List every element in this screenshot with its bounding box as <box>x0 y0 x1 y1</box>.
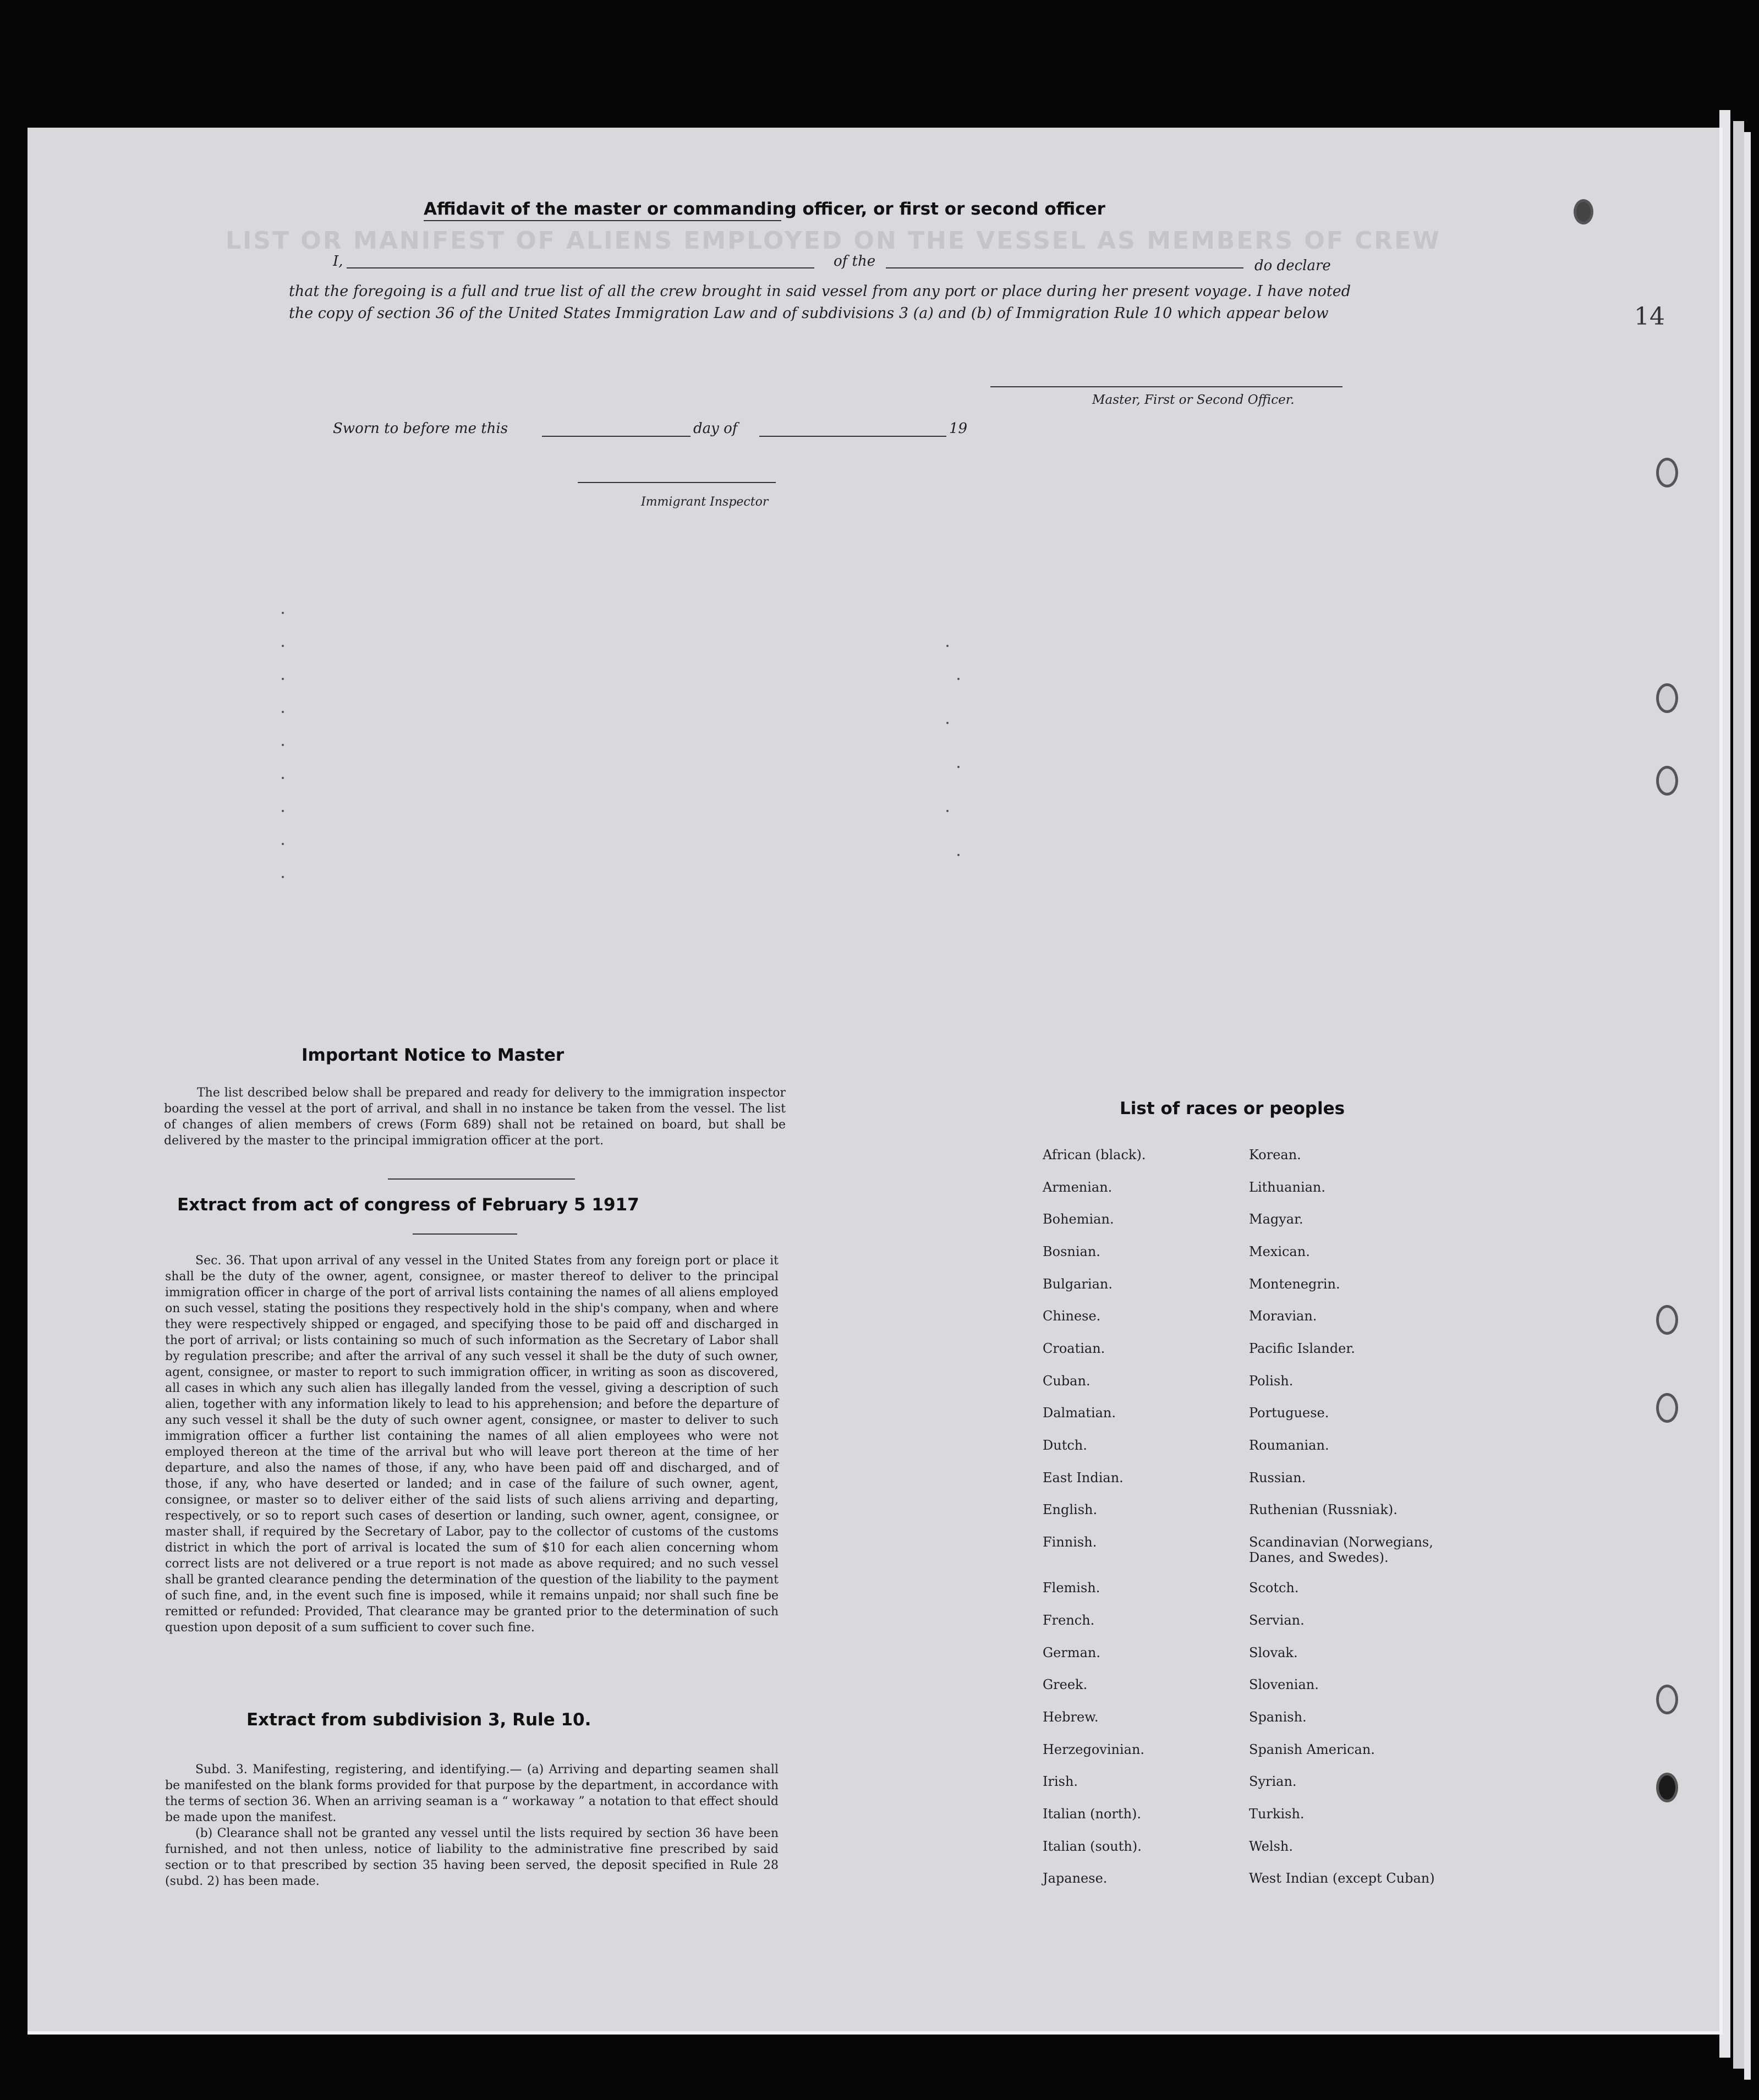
race-item: Roumanian. <box>1249 1438 1329 1453</box>
race-item: Italian (north). <box>1043 1806 1142 1822</box>
race-item: Flemish. <box>1043 1580 1100 1595</box>
race-item: Portuguese. <box>1249 1405 1329 1421</box>
race-item: Mexican. <box>1249 1244 1310 1259</box>
dot <box>946 645 949 647</box>
notice-body <box>164 1085 786 1149</box>
bleed-through-heading: LIST OR MANIFEST OF ALIENS EMPLOYED ON THE VESSEL AS MEMBERS OF CREW <box>226 227 1441 255</box>
race-item: Slovenian. <box>1249 1677 1319 1692</box>
inspector-signature-line <box>578 482 776 483</box>
dot <box>957 678 960 680</box>
year-label: 19 <box>949 420 968 437</box>
race-item: English. <box>1043 1502 1098 1517</box>
race-item: Irish. <box>1043 1774 1078 1789</box>
extract-act-rule <box>413 1233 517 1235</box>
dot <box>946 722 949 724</box>
race-item: Moravian. <box>1249 1308 1317 1324</box>
race-item: Herzegovinian. <box>1043 1742 1145 1757</box>
race-item: Magyar. <box>1249 1211 1303 1227</box>
binder-hole <box>1656 1393 1678 1423</box>
manifest-page <box>28 128 1723 2035</box>
section-36-text: Sec. 36. That upon arrival of any vessel in the United States from any foreign port or place it shall be the duty of the owner, agent, consignee, or master thereof to deliver to the principal immigration officer in charge of the port of arrival lists containing the names of all aliens employed on such vessel, stating the positions they respectively hold in the ship's company, when and where they were respectively shipped or engaged, and specifying those to be paid off and discharged in the port of arrival; or lists containing so much of such information as the Secretary of Labor shall by regulation prescribe; and after the arrival of any such vessel it shall be the duty of such owner, agent, consignee, or master to report to such immigration officer, in writing as soon as discovered, all cases in which any such alien has illegally landed from the vessel, giving a description of such alien, together with any information likely to lead to his apprehension; and before the departure of any such vessel it shall be the duty of such owner agent, consignee, or master to deliver to such immigration officer a further list containing the names of all alien employees who were not employed thereon at the time of the arrival but who will leave port thereon at the time of her departure, and also the names of those, if any, who have been paid off and discharged, and of those, if any, who have deserted or landed; and in case of the failure of such owner, agent, consignee, or master so to deliver either of the said lists of such aliens arriving and departing, respectively, or so to report such cases of desertion or landing, such owner, agent, consignee, or master shall, if required by the Secretary of Labor, pay to the collector of customs of the customs district in which the port of arrival is located the sum of $10 for each alien concerning whom correct lists are not delivered or a true report is not made as above required; and no such vessel shall be granted clearance pending the determination of the question of the liability to the payment of such fine, and, in the event such fine is imposed, while it remains unpaid; nor shall such fine be remitted or refunded: Provided, That clearance may be granted prior to the determination of such question upon deposit of a sum sufficient to cover such fine. <box>165 1254 779 1635</box>
day-of-label: day of <box>693 420 738 437</box>
notice-text: The list described below shall be prepared and ready for delivery to the immigration inspector boarding the vessel at the port of arrival, and shall in no instance be taken from the vessel. The list of changes of alien members of crews (Form 689) shall not be retained on board, but shall be delivered by the master to the principal immigration officer at the port. <box>164 1086 786 1148</box>
race-item: Japanese. <box>1043 1871 1108 1886</box>
master-signature-line <box>990 386 1342 387</box>
master-signature-label: Master, First or Second Officer. <box>1092 393 1295 407</box>
binder-hole <box>1656 1685 1678 1714</box>
affidavit-i: I, <box>333 253 343 270</box>
binder-hole <box>1656 458 1678 487</box>
extract-act-body <box>165 1253 779 1636</box>
race-item: Syrian. <box>1249 1774 1297 1789</box>
affidavit-declare: do declare <box>1254 257 1331 274</box>
race-item: Croatian. <box>1043 1341 1105 1356</box>
dot <box>282 711 284 713</box>
page-edge <box>1733 121 1744 2069</box>
race-item: Russian. <box>1249 1470 1306 1485</box>
binder-hole <box>1656 1773 1678 1802</box>
affidavit-of-the: of the <box>834 253 876 270</box>
race-item: Dutch. <box>1043 1438 1087 1453</box>
race-item: Turkish. <box>1249 1806 1305 1822</box>
race-item: Dalmatian. <box>1043 1405 1116 1421</box>
race-item: Chinese. <box>1043 1308 1101 1324</box>
page-edge <box>1744 132 1751 2080</box>
extract-act-title: Extract from act of congress of February 5 1917 <box>177 1195 639 1215</box>
race-item: German. <box>1043 1645 1100 1660</box>
binder-hole <box>1656 683 1678 713</box>
race-item: Cuban. <box>1043 1373 1091 1389</box>
dot <box>282 612 284 614</box>
vessel-line <box>886 267 1243 268</box>
sworn-day-line <box>542 436 691 437</box>
race-item: Slovak. <box>1249 1645 1298 1660</box>
affidavit-body: that the foregoing is a full and true list of all the crew brought in said vessel from any port or place during her present voyage. I have noted the copy of section 36 of the United States Immigration Law and of subdivisions 3 (a) and (b) of Immigration Rule 10 which appear below <box>289 283 1351 322</box>
race-item: Ruthenian (Russniak). <box>1249 1502 1398 1517</box>
notice-title: Important Notice to Master <box>302 1045 565 1065</box>
name-line <box>347 267 814 268</box>
dot <box>282 678 284 680</box>
race-item: Finnish. <box>1043 1534 1097 1550</box>
race-item: Scotch. <box>1249 1580 1299 1595</box>
dot <box>282 777 284 779</box>
title-rule <box>424 220 781 221</box>
extract-rule-body <box>165 1762 779 1889</box>
race-item: Scandinavian (Norwegians, Danes, and Swedes). <box>1249 1534 1433 1565</box>
binder-hole <box>1656 1305 1678 1335</box>
notice-rule <box>388 1178 575 1180</box>
race-item: Polish. <box>1249 1373 1294 1389</box>
extract-rule-title: Extract from subdivision 3, Rule 10. <box>246 1710 591 1730</box>
sworn-label: Sworn to before me this <box>333 420 508 437</box>
dot <box>282 645 284 647</box>
race-item: African (black). <box>1043 1147 1146 1163</box>
affidavit-title: Affidavit of the master or commanding officer, or first or second officer <box>424 199 1105 219</box>
race-item: Italian (south). <box>1043 1839 1142 1854</box>
race-item: Servian. <box>1249 1613 1305 1628</box>
race-item: Armenian. <box>1043 1180 1113 1195</box>
race-item: Montenegrin. <box>1249 1276 1340 1292</box>
race-item: Pacific Islander. <box>1249 1341 1355 1356</box>
races-title: List of races or peoples <box>1120 1099 1345 1118</box>
race-item: Welsh. <box>1249 1839 1293 1854</box>
race-item: Hebrew. <box>1043 1709 1099 1725</box>
race-item: East Indian. <box>1043 1470 1124 1485</box>
race-item: Spanish. <box>1249 1709 1307 1725</box>
dot <box>282 876 284 878</box>
race-item: Lithuanian. <box>1249 1180 1326 1195</box>
inspector-label: Immigrant Inspector <box>641 495 769 509</box>
month-line <box>759 436 946 437</box>
dot <box>946 810 949 812</box>
race-item: Bosnian. <box>1043 1244 1100 1259</box>
dot <box>957 854 960 856</box>
race-item: French. <box>1043 1613 1095 1628</box>
subdivision-a-text: Subd. 3. Manifesting, registering, and identifying.— (a) Arriving and departing seamen shall be manifested on the blank forms provided for that purpose by the department, in accordance with the terms of section 36. When an arriving seaman is a “ workaway ” a notation to that effect should be made upon the manifest. <box>165 1763 779 1824</box>
race-item: West Indian (except Cuban) <box>1249 1871 1435 1886</box>
dot <box>957 766 960 768</box>
race-item: Bulgarian. <box>1043 1276 1113 1292</box>
subdivision-b-text: (b) Clearance shall not be granted any vessel until the lists required by section 36 have been furnished, and not then unless, notice of liability to the administrative fine prescribed by said section or to that prescribed by section 35 having been served, the deposit specified in Rule 28 (subd. 2) has been made. <box>165 1827 779 1888</box>
binder-hole <box>1656 766 1678 796</box>
race-item: Spanish American. <box>1249 1742 1375 1757</box>
dot <box>282 744 284 746</box>
race-item: Korean. <box>1249 1147 1301 1163</box>
race-item: Greek. <box>1043 1677 1088 1692</box>
dot <box>282 843 284 845</box>
margin-page-number: 14 <box>1634 303 1665 331</box>
dot <box>282 810 284 812</box>
binder-hole <box>1574 199 1593 224</box>
race-item: Bohemian. <box>1043 1211 1114 1227</box>
